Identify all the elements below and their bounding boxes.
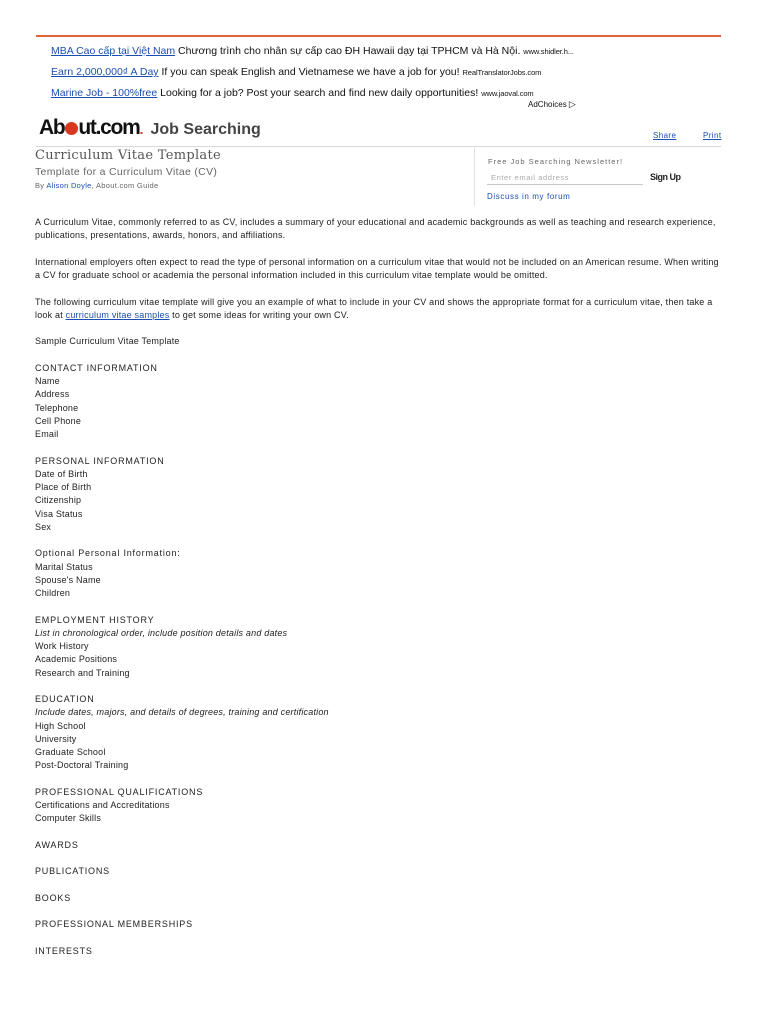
- ad-url: www.jaoval.com: [481, 89, 534, 98]
- newsletter-box: [474, 148, 723, 206]
- logo-wordmark: [39, 116, 139, 139]
- cv-section: [35, 865, 725, 878]
- adchoices-link[interactable]: [528, 99, 576, 110]
- adchoices-icon: ▷: [568, 99, 576, 109]
- section-item: Certifications and Accreditations: [35, 800, 170, 810]
- print-link[interactable]: Print: [703, 131, 722, 140]
- section-heading: Optional Personal Information:: [35, 548, 181, 559]
- section-title[interactable]: Job Searching: [150, 121, 261, 138]
- cv-section: [35, 786, 725, 826]
- cv-section: [35, 892, 725, 905]
- logo-o-icon: [65, 122, 78, 135]
- ad-text: Chương trình cho nhân sự cấp cao ĐH Hawaii dạy tại TPHCM và Hà Nội.: [178, 45, 521, 57]
- cv-sections: [35, 362, 725, 958]
- cv-section: [35, 839, 725, 852]
- cv-section: [35, 455, 725, 535]
- logo-prefix: Ab: [39, 116, 65, 139]
- byline-label: By: [35, 181, 45, 190]
- template-paragraph: [35, 296, 725, 323]
- ads-block: [51, 44, 731, 107]
- section-item: High School: [35, 720, 86, 731]
- cv-samples-link[interactable]: curriculum vitae samples: [65, 309, 170, 320]
- section-item: Date of Birth: [35, 468, 88, 479]
- section-heading: PROFESSIONAL QUALIFICATIONS: [35, 786, 204, 797]
- page-title: Curriculum Vitae Template: [35, 148, 221, 163]
- section-heading: CONTACT INFORMATION: [35, 362, 158, 373]
- section-item: Name: [35, 376, 60, 386]
- section-heading: BOOKS: [35, 892, 72, 903]
- ad-title-link[interactable]: Earn 2,000,000₫ A Day: [51, 66, 159, 78]
- section-item: Computer Skills: [35, 813, 102, 824]
- section-item: Sex: [35, 521, 52, 532]
- section-heading: PUBLICATIONS: [35, 866, 110, 877]
- section-note: List in chronological order, include position details and dates: [35, 627, 288, 638]
- intl-paragraph: International employers often expect to read the type of personal information on a curriculum vitae that would not be included on an American resume. When writing a CV for graduate school or academia the personal information included in this curriculum vitae template would be omitted.: [35, 256, 719, 280]
- section-item: Academic Positions: [35, 654, 118, 665]
- ad-url: RealTranslatorJobs.com: [462, 68, 542, 77]
- ad-item: [51, 86, 731, 107]
- ad-item: [51, 44, 731, 65]
- ad-text: Looking for a job? Post your search and find new daily opportunities!: [160, 87, 479, 99]
- ad-url: www.shidler.h...: [523, 47, 574, 56]
- section-item: University: [35, 733, 77, 744]
- cv-section: [35, 614, 725, 680]
- cv-section: [35, 362, 725, 442]
- template-text-after: to get some ideas for writing your own CV.: [169, 309, 349, 320]
- section-heading: EDUCATION: [35, 694, 95, 704]
- cv-section: [35, 918, 725, 931]
- cv-section: [35, 945, 725, 958]
- about-logo[interactable]: [39, 116, 261, 140]
- signup-button[interactable]: Sign Up: [650, 172, 681, 182]
- page-subtitle: Template for a Curriculum Vitae (CV): [35, 166, 218, 178]
- section-item: Graduate School: [35, 747, 106, 757]
- logo-suffix: ut.com: [78, 116, 140, 139]
- section-item: Post-Doctoral Training: [35, 760, 129, 771]
- newsletter-label: Free Job Searching Newsletter!: [488, 157, 624, 166]
- author-link[interactable]: Alison Doyle: [46, 181, 92, 190]
- section-item: Research and Training: [35, 667, 130, 678]
- ad-divider: [36, 35, 721, 37]
- section-item: Citizenship: [35, 495, 82, 506]
- section-heading: INTERESTS: [35, 945, 93, 956]
- forum-link[interactable]: Discuss in my forum: [487, 192, 571, 201]
- section-item: Address: [35, 389, 70, 400]
- section-item: Cell Phone: [35, 415, 82, 426]
- cv-section: [35, 547, 725, 600]
- sample-heading: Sample Curriculum Vitae Template: [35, 336, 180, 347]
- section-heading: PROFESSIONAL MEMBERSHIPS: [35, 919, 193, 930]
- adchoices-label: AdChoices: [528, 100, 567, 109]
- header-divider: [36, 146, 721, 147]
- ad-title-link[interactable]: Marine Job - 100%free: [51, 87, 158, 99]
- section-heading: AWARDS: [35, 839, 79, 850]
- byline: [35, 181, 158, 190]
- byline-source: , About.com Guide: [91, 181, 159, 190]
- section-note: Include dates, majors, and details of degrees, training and certification: [35, 707, 329, 718]
- ad-text: If you can speak English and Vietnamese we have a job for you!: [161, 66, 460, 78]
- section-item: Place of Birth: [35, 482, 92, 492]
- section-item: Email: [35, 429, 59, 439]
- section-item: Telephone: [35, 402, 79, 413]
- logo-dot: .: [139, 121, 143, 137]
- section-item: Work History: [35, 641, 89, 651]
- section-item: Marital Status: [35, 561, 93, 572]
- section-item: Spouse's Name: [35, 574, 101, 585]
- newsletter-email-input[interactable]: [487, 170, 643, 185]
- cv-section: [35, 693, 725, 773]
- share-link[interactable]: Share: [653, 131, 677, 140]
- section-item: Visa Status: [35, 508, 83, 519]
- section-heading: EMPLOYMENT HISTORY: [35, 614, 155, 625]
- ad-title-link[interactable]: MBA Cao cấp tại Việt Nam: [51, 45, 176, 57]
- template-text-before: The following curriculum vitae template will give you an example of what to include in your CV and shows the appropriate format for a curriculum vitae, then take a look at: [35, 296, 713, 320]
- article-body: [35, 216, 725, 971]
- section-item: Children: [35, 588, 71, 598]
- section-heading: PERSONAL INFORMATION: [35, 455, 165, 466]
- intro-paragraph: A Curriculum Vitae, commonly referred to as CV, includes a summary of your educational and academic backgrounds as well as teaching and research experience, publications, presentations, awards, honors, and affiliations.: [35, 217, 716, 241]
- ad-item: [51, 65, 731, 86]
